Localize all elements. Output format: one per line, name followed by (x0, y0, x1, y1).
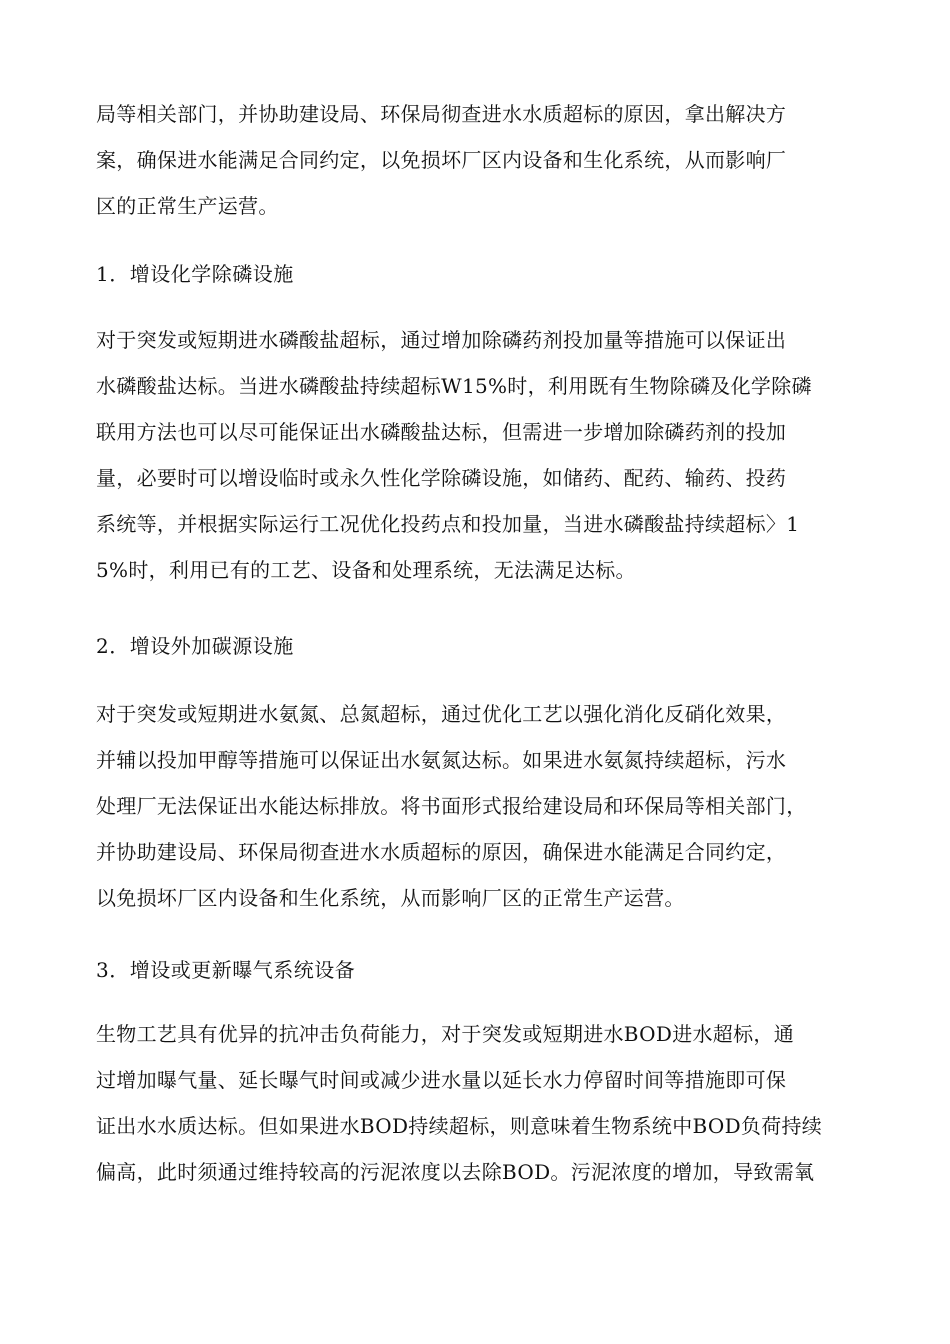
text-line: 证出水水质达标。但如果进水BOD持续超标，则意味着生物系统中BOD负荷持续 (96, 1114, 823, 1138)
text-line: 案，确保进水能满足合同约定，以免损坏厂区内设备和生化系统，从而影响厂 (96, 148, 787, 172)
section-heading-3: 3．增设或更新曝气系统设备 (96, 958, 356, 982)
text-line: 5%时，利用已有的工艺、设备和处理系统，无法满足达标。 (96, 558, 636, 582)
section-heading-2: 2．增设外加碳源设施 (96, 634, 294, 658)
text-line: 局等相关部门，并协助建设局、环保局彻查进水水质超标的原因，拿出解决方 (96, 102, 787, 126)
text-line: 以免损坏厂区内设备和生化系统，从而影响厂区的正常生产运营。 (96, 886, 685, 910)
text-line: 偏高，此时须通过维持较高的污泥浓度以去除BOD。污泥浓度的增加，导致需氧 (96, 1160, 815, 1184)
text-line: 对于突发或短期进水氨氮、总氮超标，通过优化工艺以强化消化反硝化效果， (96, 702, 787, 726)
text-line: 对于突发或短期进水磷酸盐超标，通过增加除磷药剂投加量等措施可以保证出 (96, 328, 787, 352)
text-line: 联用方法也可以尽可能保证出水磷酸盐达标，但需进一步增加除磷药剂的投加 (96, 420, 787, 444)
section-heading-1: 1．增设化学除磷设施 (96, 262, 294, 286)
text-line: 区的正常生产运营。 (96, 194, 279, 218)
text-line: 量，必要时可以增设临时或永久性化学除磷设施，如储药、配药、输药、投药 (96, 466, 787, 490)
text-line: 系统等，并根据实际运行工况优化投药点和投加量，当进水磷酸盐持续超标〉1 (96, 512, 800, 536)
text-line: 过增加曝气量、延长曝气时间或减少进水量以延长水力停留时间等措施即可保 (96, 1068, 787, 1092)
text-line: 生物工艺具有优异的抗冲击负荷能力，对于突发或短期进水BOD进水超标，通 (96, 1022, 794, 1046)
text-line: 水磷酸盐达标。当进水磷酸盐持续超标W15%时，利用既有生物除磷及化学除磷 (96, 374, 812, 398)
text-line: 处理厂无法保证出水能达标排放。将书面形式报给建设局和环保局等相关部门， (96, 794, 807, 818)
text-line: 并协助建设局、环保局彻查进水水质超标的原因，确保进水能满足合同约定， (96, 840, 787, 864)
text-line: 并辅以投加甲醇等措施可以保证出水氨氮达标。如果进水氨氮持续超标，污水 (96, 748, 787, 772)
